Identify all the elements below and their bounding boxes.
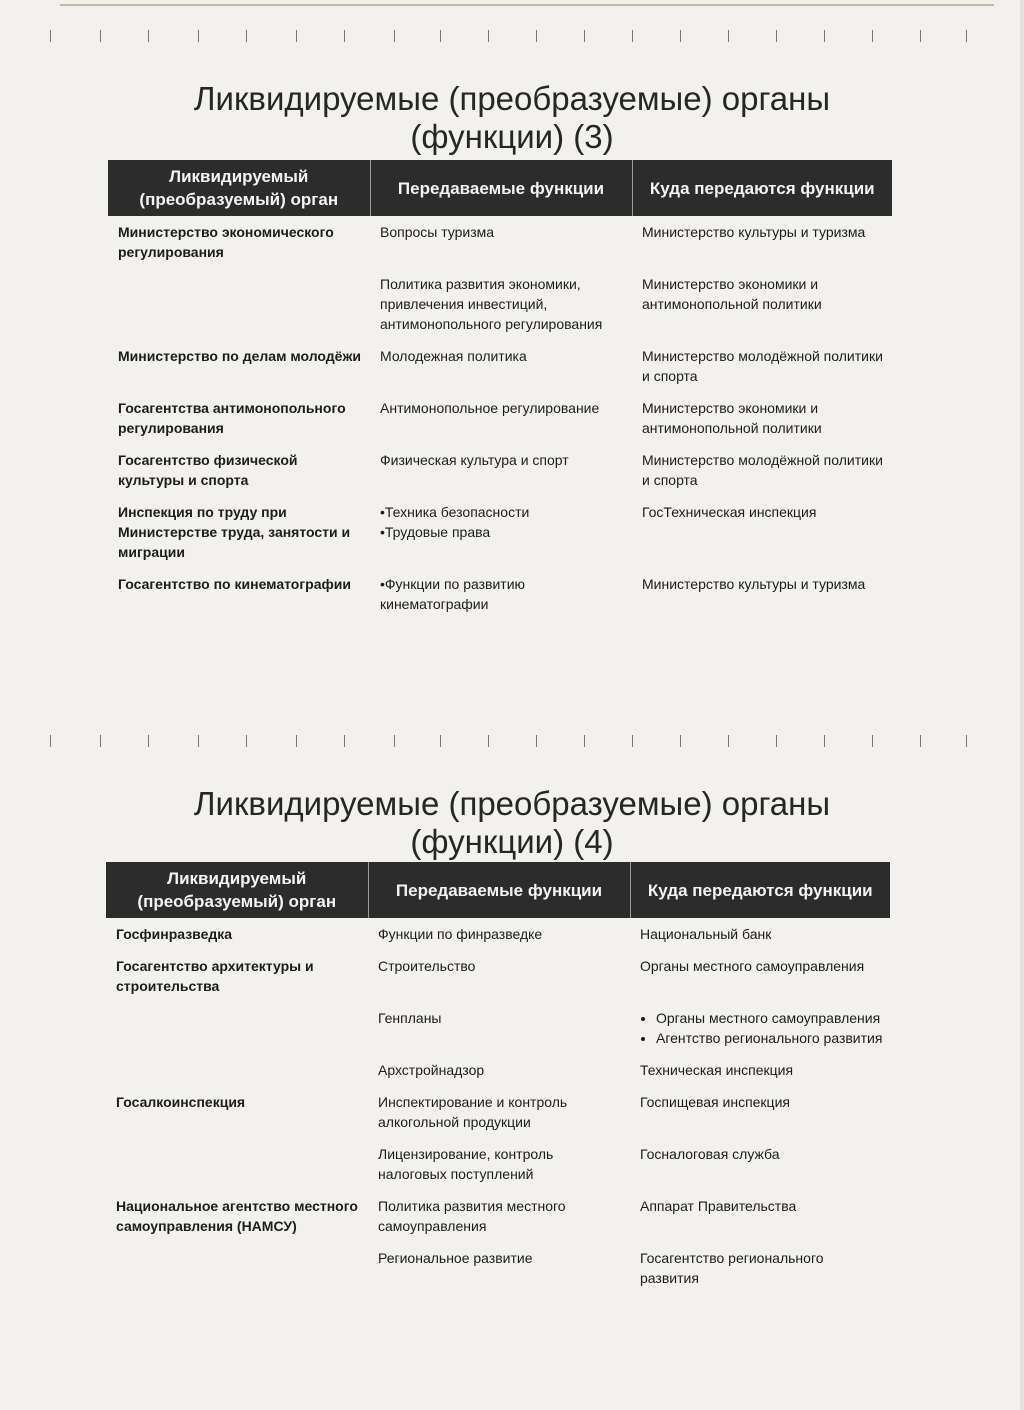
table-row — [106, 1138, 890, 1190]
function-cell: Инспектирование и контроль алкогольной продукции — [378, 1094, 568, 1130]
target-cell: ГосТехническая инспекция — [642, 504, 817, 520]
target-cell: Министерство молодёжной политики и спорта — [642, 452, 883, 488]
organ-cell — [106, 1242, 368, 1294]
organ-cell — [108, 268, 370, 340]
organ-cell: Госагентства антимонопольного регулирования — [118, 400, 346, 436]
table-row — [106, 1190, 890, 1242]
table-header-row — [108, 160, 892, 216]
target-cell: Министерство молодёжной политики и спорта — [642, 348, 883, 384]
organ-cell — [106, 1138, 368, 1190]
target-bullet: • Агентство регионального развития — [656, 1028, 884, 1048]
header-functions: Передаваемые функции — [368, 862, 630, 918]
function-cell: Функции по финразведке — [378, 926, 543, 942]
table-row — [106, 1002, 890, 1054]
function-cell: Региональное развитие — [378, 1250, 533, 1266]
function-cell: Строительство — [378, 958, 476, 974]
slide-title-line1: Ликвидируемые (преобразуемые) органы — [193, 80, 831, 117]
target-cell: Госналоговая служба — [640, 1146, 780, 1162]
organ-cell: Госалкоинспекция — [116, 1094, 246, 1110]
target-cell: Госпищевая инспекция — [640, 1094, 790, 1110]
function-cell: Антимонопольное регулирование — [380, 400, 600, 416]
target-cell: Аппарат Правительства — [640, 1198, 797, 1214]
target-cell: Национальный банк — [640, 926, 772, 942]
table-row — [108, 444, 892, 496]
table-row — [108, 340, 892, 392]
function-cell: Лицензирование, контроль налоговых поступлений — [378, 1146, 554, 1182]
function-cell: Политика развития местного самоуправления — [378, 1198, 566, 1234]
organ-cell: Госагентство архитектуры и строительства — [116, 958, 314, 994]
target-cell: Министерство культуры и туризма — [642, 224, 866, 240]
table-row — [106, 950, 890, 1002]
function-line: •Техника безопасности — [380, 504, 530, 520]
organ-cell: Национальное агентство местного самоуправления (НАМСУ) — [116, 1198, 358, 1234]
organ-cell: Министерство экономического регулирования — [118, 224, 334, 260]
slide-title — [0, 80, 1024, 156]
target-cell: Органы местного самоуправления — [640, 958, 865, 974]
function-cell: Физическая культура и спорт — [380, 452, 569, 468]
table-row — [108, 392, 892, 444]
organ-cell — [106, 1054, 368, 1086]
target-cell: Министерство экономики и антимонопольной политики — [642, 276, 822, 312]
slide-title — [0, 785, 1024, 861]
liquidated-organs-table — [106, 862, 890, 1294]
page-edge — [1020, 0, 1024, 1410]
page-top-rule — [60, 4, 994, 6]
table-row — [108, 496, 892, 568]
target-bullet-list — [640, 1008, 884, 1048]
table-row — [106, 918, 890, 950]
table-row — [108, 568, 892, 620]
header-functions: Передаваемые функции — [370, 160, 632, 216]
header-organ: Ликвидируемый (преобразуемый) орган — [108, 160, 370, 216]
table-row — [106, 1242, 890, 1294]
table-row — [106, 1086, 890, 1138]
table-row — [108, 216, 892, 268]
table-header-row — [106, 862, 890, 918]
target-cell: Госагентство регионального развития — [640, 1250, 824, 1286]
organ-cell: Госагентство по кинематографии — [118, 576, 351, 592]
header-target: Куда передаются функции — [630, 862, 890, 918]
liquidated-organs-table — [108, 160, 892, 620]
header-target: Куда передаются функции — [632, 160, 892, 216]
function-cell: Вопросы туризма — [380, 224, 495, 240]
function-cell: Генпланы — [378, 1010, 442, 1026]
target-cell: Министерство культуры и туризма — [642, 576, 866, 592]
organ-cell: Инспекция по труду при Министерстве труда, занятости и миграции — [118, 504, 351, 560]
target-bullet: • Органы местного самоуправления — [656, 1008, 884, 1028]
function-cell: Архстройнадзор — [378, 1062, 485, 1078]
function-cell: Политика развития экономики, привлечения инвестиций, антимонопольного регулирования — [380, 276, 603, 332]
slide-title-line1: Ликвидируемые (преобразуемые) органы — [193, 785, 831, 822]
target-cell — [630, 1002, 890, 1054]
function-cell — [370, 496, 632, 568]
cut-marks-middle — [40, 735, 984, 749]
function-cell: •Функции по развитию кинематографии — [380, 576, 526, 612]
organ-cell: Госфинразведка — [116, 926, 233, 942]
slide-title-line2: (функции) (4) — [410, 823, 614, 860]
target-cell: Министерство экономики и антимонопольной политики — [642, 400, 822, 436]
target-cell: Техническая инспекция — [640, 1062, 794, 1078]
header-organ: Ликвидируемый (преобразуемый) орган — [106, 862, 368, 918]
table-row — [106, 1054, 890, 1086]
function-cell: Молодежная политика — [380, 348, 527, 364]
organ-cell: Госагентство физической культуры и спорта — [118, 452, 298, 488]
table-row — [108, 268, 892, 340]
cut-marks-top — [40, 30, 984, 44]
organ-cell — [106, 1002, 368, 1054]
organ-cell: Министерство по делам молодёжи — [118, 348, 361, 364]
slide-title-line2: (функции) (3) — [410, 118, 614, 155]
function-line: •Трудовые права — [380, 524, 491, 540]
